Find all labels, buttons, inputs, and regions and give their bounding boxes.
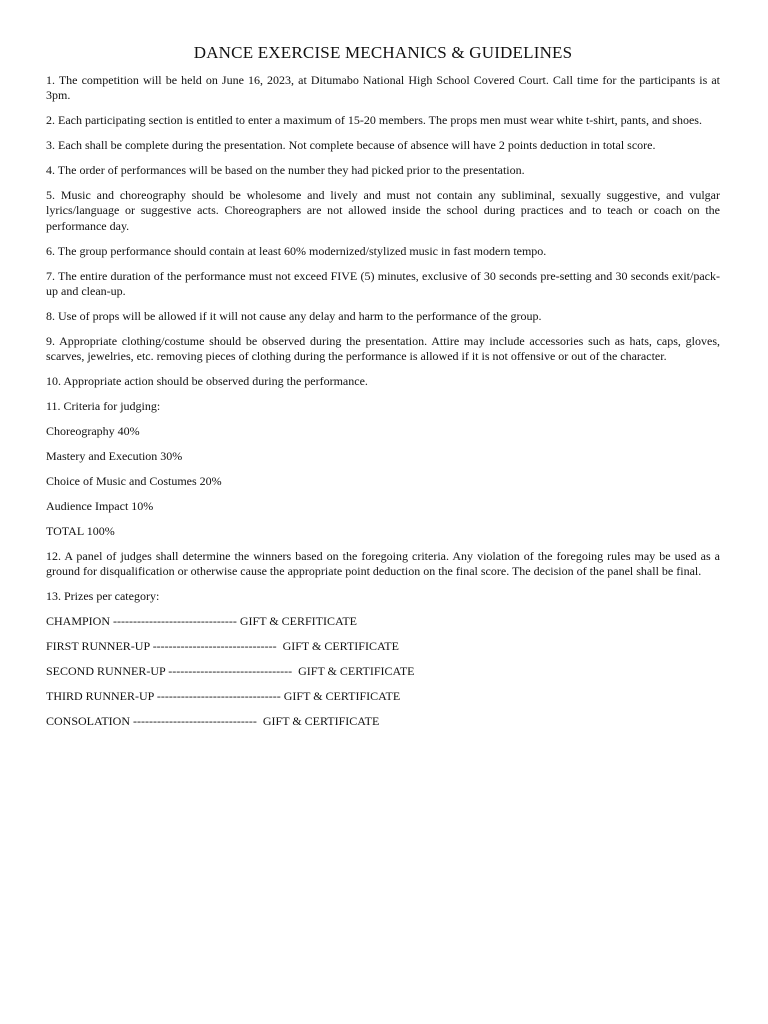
document-title: DANCE EXERCISE MECHANICS & GUIDELINES (193, 43, 573, 62)
guideline-item-12: 12. A panel of judges shall determine the winners based on the foregoing criteria. Any violation of the foregoing rules may be used as a ground for disqualification or otherwise cause the appropriate point deduction on the final score. The decision of the panel shall be final. (46, 549, 720, 579)
guideline-item-1: 1. The competition will be held on June 16, 2023, at Ditumabo National High School Covered Court. Call time for the participants is at 3pm. (46, 73, 720, 103)
criteria-mastery: Mastery and Execution 30% (46, 449, 183, 464)
guideline-item-9: 9. Appropriate clothing/costume should be observed during the presentation. Attire may include accessories such as hats, caps, gloves, scarves, jewelries, etc. removing pieces of clothing during the performance is allowed if it is not offensive or out of the character. (46, 333, 720, 364)
guideline-item-5: 5. Music and choreography should be wholesome and lively and must not contain any subliminal, sexually suggestive, and vulgar lyrics/language or suggestive acts. Choreographers are not allowed inside the school during practices and to teach or coach on the performance day. (46, 188, 720, 233)
criteria-total: TOTAL 100% (46, 524, 115, 539)
guideline-item-2: 2. Each participating section is entitled to enter a maximum of 15-20 members. The props men must wear white t-shirt, pants, and shoes. (46, 113, 702, 128)
guideline-item-8: 8. Use of props will be allowed if it will not cause any delay and harm to the performance of the group. (46, 308, 542, 323)
guideline-item-10: 10. Appropriate action should be observed during the performance. (46, 374, 368, 389)
prize-champion: CHAMPION ------------------------------- GIFT & CERFITICATE (46, 614, 358, 629)
guideline-item-13: 13. Prizes per category: (46, 589, 160, 604)
guideline-item-3: 3. Each shall be complete during the presentation. Not complete because of absence will have 2 points deduction in total score. (46, 138, 656, 153)
guideline-item-4: 4. The order of performances will be based on the number they had picked prior to the presentation. (46, 163, 525, 178)
prize-consolation: CONSOLATION ------------------------------- GIFT & CERTIFICATE (46, 714, 380, 729)
guideline-item-6: 6. The group performance should contain at least 60% modernized/stylized music in fast modern tempo. (46, 243, 547, 258)
criteria-choreography: Choreography 40% (46, 424, 140, 439)
criteria-audience-impact: Audience Impact 10% (46, 499, 154, 514)
prize-second-runner-up: SECOND RUNNER-UP ------------------------------- GIFT & CERTIFICATE (46, 664, 415, 679)
document-page (46, 42, 720, 739)
prize-third-runner-up: THIRD RUNNER-UP ------------------------------- GIFT & CERTIFICATE (46, 689, 401, 704)
guideline-item-7: 7. The entire duration of the performance must not exceed FIVE (5) minutes, exclusive of 30 seconds pre-setting and 30 seconds exit/pack-up and clean-up. (46, 268, 720, 298)
criteria-music-costumes: Choice of Music and Costumes 20% (46, 474, 222, 489)
prize-first-runner-up: FIRST RUNNER-UP ------------------------------- GIFT & CERTIFICATE (46, 639, 399, 654)
guideline-item-11: 11. Criteria for judging: (46, 399, 161, 414)
